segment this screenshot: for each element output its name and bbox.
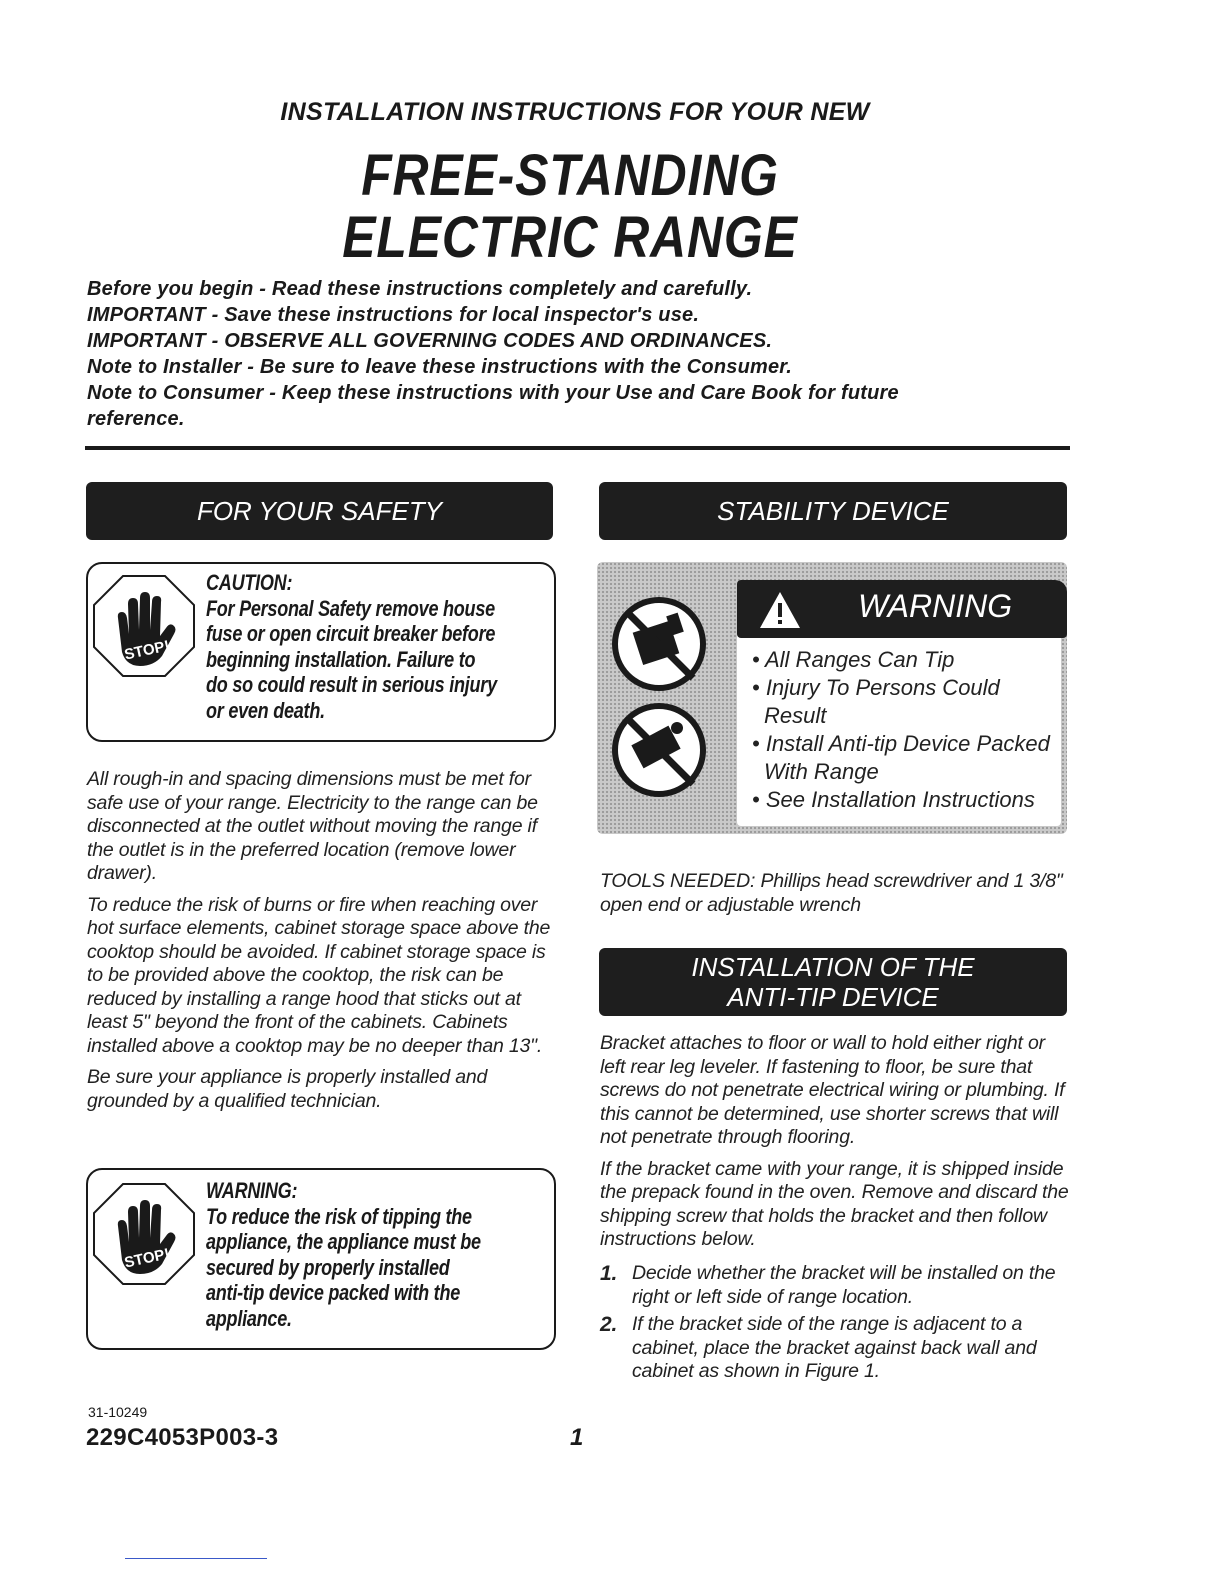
warning-bullet: • Install Anti-tip Device Packed With Range	[752, 731, 1050, 784]
important-notes	[87, 276, 1087, 432]
warning-bullets	[752, 646, 1062, 814]
note-line: Before you begin - Read these instructions completely and carefully.	[87, 278, 753, 300]
stop-label: STOP!	[122, 1245, 172, 1272]
caution-line: beginning installation. Failure to	[206, 646, 476, 672]
stop-hand-icon	[92, 1182, 196, 1286]
safety-paragraph: To reduce the risk of burns or fire when reaching over hot surface elements, cabinet storage space above the cooktop should be avoided. If cabinet storage space is to be provided above the cooktop, the risk can be reduced by installing a range hood that sticks out at least 5" beyond the front of the cabinets. Cabinets installed above a cooktop may be no deeper than 13".	[87, 893, 551, 1057]
note-line: IMPORTANT - Save these instructions for local inspector's use.	[87, 304, 700, 326]
warning-line: appliance.	[206, 1305, 292, 1331]
step-text: If the bracket side of the range is adjacent to a cabinet, place the bracket against back wall and cabinet as shown in Figure 1.	[632, 1313, 1037, 1382]
section-heading-stability-text: STABILITY DEVICE	[717, 496, 949, 526]
section-heading-stability	[599, 482, 1067, 540]
page-number: 1	[570, 1424, 584, 1451]
note-line: Note to Consumer - Keep these instructions with your Use and Care Book for future	[87, 382, 899, 404]
warning-title: WARNING:	[206, 1178, 298, 1203]
warning-bullet: • All Ranges Can Tip	[752, 647, 955, 672]
note-line: reference.	[87, 408, 185, 430]
safety-paragraph: All rough-in and spacing dimensions must be met for safe use of your range. Electricity to the range can be disconnected at the outlet without moving the range if the outlet is in the preferred location (remove lower drawer).	[87, 768, 538, 884]
note-line: IMPORTANT - OBSERVE ALL GOVERNING CODES AND ORDINANCES.	[87, 330, 773, 352]
antitip-steps	[600, 1262, 1070, 1388]
caution-line: or even death.	[206, 697, 325, 723]
section-heading-safety-text: FOR YOUR SAFETY	[196, 496, 443, 526]
warning-line: anti-tip device packed with the	[206, 1280, 461, 1305]
tools-needed: TOOLS NEEDED: Phillips head screwdriver and 1 3/8" open end or adjustable wrench	[600, 870, 1063, 916]
step-number: 1.	[600, 1262, 618, 1285]
caution-text	[206, 570, 534, 723]
section-heading-antitip	[599, 948, 1067, 1016]
antitip-paragraph: Bracket attaches to floor or wall to hold either right or left rear leg leveler. If fastening to floor, be sure that screws do not penetrate electrical wiring or plumbing. If this cannot be determined, use shorter screws that will not penetrate through flooring.	[600, 1032, 1065, 1148]
document-code-small: 31-10249	[88, 1404, 148, 1420]
step-item	[600, 1313, 1070, 1384]
stop-hand-icon	[92, 574, 196, 678]
header-divider	[85, 446, 1070, 450]
caution-line: do so could result in serious injury	[206, 672, 497, 697]
warning-line: To reduce the risk of tipping the	[206, 1203, 472, 1229]
note-line: Note to Installer - Be sure to leave these instructions with the Consumer.	[87, 356, 792, 378]
title-line-2: ELECTRIC RANGE	[342, 205, 798, 270]
antitip-paragraph: If the bracket came with your range, it is shipped inside the prepack found in the oven. Remove and discard the shipping screw that holds the bracket and then follow instructions below.	[600, 1157, 1069, 1250]
stop-label: STOP!	[122, 637, 172, 664]
warning-line: appliance, the appliance must be	[206, 1229, 481, 1254]
warning-word: WARNING	[858, 588, 1013, 624]
caution-line: For Personal Safety remove house	[206, 595, 495, 621]
antitip-body	[600, 1032, 1072, 1260]
antitip-heading-line: ANTI-TIP DEVICE	[727, 982, 939, 1012]
step-item	[600, 1262, 1070, 1309]
warning-text	[206, 1178, 534, 1331]
step-text: Decide whether the bracket will be installed on the right or left side of range location.	[632, 1262, 1056, 1308]
title-line-1: FREE-STANDING	[361, 143, 779, 208]
warning-bullet: • See Installation Instructions	[752, 787, 1035, 812]
no-tip-range-icon	[607, 592, 717, 802]
section-heading-safety	[86, 482, 553, 540]
caution-title: CAUTION:	[206, 570, 293, 595]
warning-triangle-icon	[758, 590, 802, 630]
safety-paragraph: Be sure your appliance is properly installed and grounded by a qualified technician.	[87, 1066, 488, 1112]
step-number: 2.	[600, 1313, 618, 1336]
safety-body	[87, 768, 557, 1121]
antitip-heading-line: INSTALLATION OF THE	[691, 952, 975, 982]
document-code-large: 229C4053P003-3	[86, 1424, 279, 1451]
caution-line: fuse or open circuit breaker before	[206, 621, 496, 646]
warning-bullet: • Injury To Persons Could Result	[752, 675, 1000, 728]
document-supertitle: INSTALLATION INSTRUCTIONS FOR YOUR NEW	[280, 98, 870, 126]
warning-line: secured by properly installed	[206, 1254, 450, 1280]
bottom-link-rule	[125, 1558, 267, 1559]
